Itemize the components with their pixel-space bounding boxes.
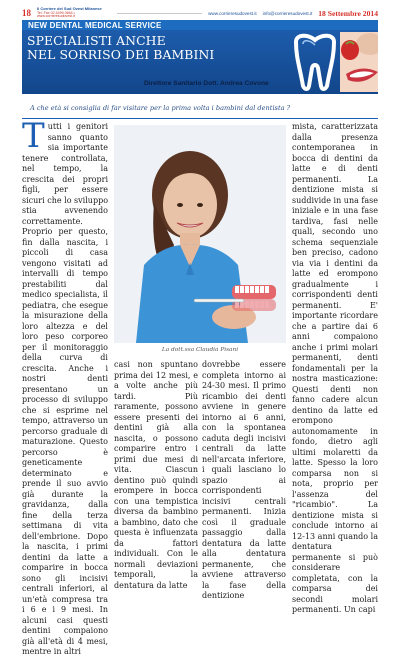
article-column-3: dovrebbe essere completa intorno ai 24-30 mesi. Il primo ricambio dei denti avviene in genere intorno ai 6 anni, con la spontanea caduta degli incisivi centrali da latte nell'arcata inferiore, i quali lasciano lo spazio ai corrispondenti incisivi centrali permanenti. Inizia così il graduale passaggio dalla dentatura da latte alla dentatura permanente, che avviene attraverso la fase della dentizione [202,360,286,600]
strip-divider [117,13,202,14]
section-bar [22,20,378,30]
email-link[interactable]: info@corrieresudovest.it [262,10,313,16]
article-column-1 [22,116,109,658]
photo-caption: La dott.ssa Claudia Pisani [161,347,239,353]
headline [27,34,277,62]
issue-date: 18 Settembre 2014 [318,8,378,18]
drop-cap: T [22,116,45,156]
column-1-text: utti i genitori sanno quanto sia importante tenere controllata, nel tempo, la crescita dei propri figli, per essere sicuri che lo sviluppo stia avvenendo correttamente. Proprio per questo, fin dalla nascita, i piccoli di casa vengono visitati ad intervalli di tempo prestabiliti dal medico specialista, il pediatra, che esegue la misurazione della loro altezza e del loro peso corporeo per il monitoraggio della curva di crescita. Anche i nostri denti presentano un processo di sviluppo che si esprime nel tempo, attraverso un percorso graduale di maturazione. Questo percorso è geneticamente determinato e prende il suo avvio già durante la gravidanza, dalla fine della terza settimana di vita dell'embrione. Dopo la nascita, i primi dentini da latte a comparire in bocca sono gli incisivi centrali inferiori, al un'età compresa tra i 6 e i 9 mesi. In alcuni casi questi dentini compaiono già all'età di 4 mesi, mentre in altri [22,122,109,656]
smile-photo [340,32,378,92]
masthead-title: Il Corriere del Sud Ovest Milanese [37,5,102,11]
page-number: 18 [22,8,31,18]
deck-question: A che età si consiglia di far visitare per la prima volta i bambini dal dentista ? [30,104,291,112]
headline-subline: Direttore Sanitario Dott. Andrea Covone [144,80,269,87]
masthead-details: Tel. Fax 02.4499.3664 • www.corrieresudovest.it [37,10,75,19]
deck-divider [22,118,378,119]
tooth-logo-icon [290,32,340,92]
masthead [37,7,111,20]
headline-line-1: SPECIALISTI ANCHE [27,33,166,48]
article-column-4: mista, caratterizzata dalla presenza contemporanea in bocca di dentini da latte e di denti permanenti. La dentizione mista si suddivide in una fase iniziale e in una fase tardiva, fasi nelle quali, secondo uno schema sequenziale ben preciso, cadono via via i dentini da latte ed erompono gradualmente i corrispondenti denti permanenti. E' importante ricordare che a partire dai 6 anni compaiono anche i primi molari permanenti, denti fondamentali per la nostra masticazione: Questi denti non fanno cadere alcun dentino da latte ed erompono autonomamente in fondo, dietro agli ultimi molaretti da latte. Spesso la loro comparsa non si nota, proprio per l'assenza del "ricambio". La dentizione mista si conclude intorno ai 12-13 anni quando la dentatura permanente si può considerare completata, con la comparsa dei secondi molari permanenti. Un capi [292,122,378,614]
headline-banner [22,30,378,94]
article-column-2: casi non spuntano prima dei 12 mesi, e a volte anche più tardi. Più raramente, possono essere presenti dei dentini già alla nascita, o possono comparire entro i primi due mesi di vita. Ciascun dentino può quindi erompere in bocca con una tempistica diversa da bambino a bambino, dato che questa è influenzata da fattori individuali. Con le normali deviazioni temporali, la dentatura da latte [114,360,198,590]
section-label: NEW DENTAL MEDICAL SERVICE [28,21,162,30]
top-strip [22,7,378,19]
doctor-photo [114,125,286,343]
website-link[interactable]: www.corrieresudovest.it [208,10,257,16]
headline-line-2: NEL SORRISO DEI BAMBINI [27,47,215,62]
